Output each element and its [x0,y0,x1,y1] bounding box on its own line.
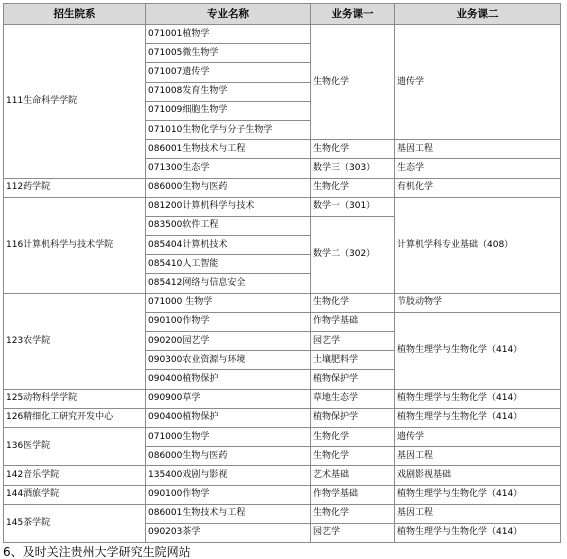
course-one-cell: 土壤肥料学 [311,351,395,370]
major-cell: 071007遗传学 [146,63,311,82]
major-cell: 090300农业资源与环境 [146,351,311,370]
major-cell: 090100作物学 [146,312,311,331]
major-cell: 083500软件工程 [146,216,311,235]
course-one-cell: 草地生态学 [311,389,395,408]
major-cell: 090900草学 [146,389,311,408]
course-two-cell: 植物生理学与生物化学（414） [395,523,561,542]
table-row [4,178,561,197]
table-row [4,25,561,44]
department-cell: 145茶学院 [4,504,146,542]
major-cell: 071000生物学 [146,427,311,446]
course-one-cell: 园艺学 [311,332,395,351]
course-two-cell: 生态学 [395,159,561,178]
course-one-cell: 作物学基础 [311,485,395,504]
course-one-cell: 园艺学 [311,523,395,542]
major-cell: 086000生物与医药 [146,447,311,466]
major-cell: 071001植物学 [146,25,311,44]
course-one-cell: 生物化学 [311,293,395,312]
course-one-cell: 数学一（301） [311,197,395,216]
table-header-row [4,4,561,25]
major-cell: 090203茶学 [146,523,311,542]
course-one-cell: 生物化学 [311,427,395,446]
department-cell: 116计算机科学与技术学院 [4,197,146,293]
footnote-text: 6、及时关注贵州大学研究生院网站 [3,545,191,559]
course-two-cell: 有机化学 [395,178,561,197]
course-two-cell: 遗传学 [395,25,561,140]
course-one-cell: 生物化学 [311,25,395,140]
major-cell: 085410人工智能 [146,255,311,274]
course-one-cell: 生物化学 [311,504,395,523]
major-cell: 085412网络与信息安全 [146,274,311,293]
department-cell: 144酒旅学院 [4,485,146,504]
table-row [4,427,561,446]
major-cell: 071000 生物学 [146,293,311,312]
major-cell: 071005微生物学 [146,44,311,63]
course-two-cell: 植物生理学与生物化学（414） [395,389,561,408]
course-two-cell: 节肢动物学 [395,293,561,312]
major-course-table [3,3,561,543]
table-row [4,466,561,485]
major-cell: 090200园艺学 [146,332,311,351]
course-one-cell: 生物化学 [311,140,395,159]
major-cell: 081200计算机科学与技术 [146,197,311,216]
major-cell: 085404计算机技术 [146,236,311,255]
course-two-cell: 戏剧影视基础 [395,466,561,485]
course-one-cell: 植物保护学 [311,370,395,389]
table-row [4,504,561,523]
major-cell: 071300生态学 [146,159,311,178]
department-cell: 126精细化工研究开发中心 [4,408,146,427]
major-cell: 090100作物学 [146,485,311,504]
course-one-cell: 植物保护学 [311,408,395,427]
major-cell: 071009细胞生物学 [146,101,311,120]
table-row [4,485,561,504]
header-major-name: 专业名称 [146,4,311,25]
header-course-two: 业务课二 [395,4,561,25]
major-cell: 086001生物技术与工程 [146,140,311,159]
course-one-cell: 数学三（303） [311,159,395,178]
course-one-cell: 作物学基础 [311,312,395,331]
course-one-cell: 数学二（302） [311,216,395,293]
department-cell: 136医学院 [4,427,146,465]
course-two-cell: 基因工程 [395,504,561,523]
header-course-one: 业务课一 [311,4,395,25]
department-cell: 111生命科学学院 [4,25,146,179]
table-row [4,389,561,408]
department-cell: 125动物科学学院 [4,389,146,408]
department-cell: 112药学院 [4,178,146,197]
course-one-cell: 生物化学 [311,447,395,466]
department-cell: 123农学院 [4,293,146,389]
course-two-cell: 植物生理学与生物化学（414） [395,408,561,427]
major-cell: 071008发育生物学 [146,82,311,101]
header-department: 招生院系 [4,4,146,25]
department-cell: 142音乐学院 [4,466,146,485]
course-two-cell: 植物生理学与生物化学（414） [395,312,561,389]
major-cell: 135400戏剧与影视 [146,466,311,485]
table-row [4,197,561,216]
major-cell: 090400植物保护 [146,408,311,427]
course-one-cell: 艺术基础 [311,466,395,485]
major-cell: 071010生物化学与分子生物学 [146,120,311,139]
major-cell: 086001生物技术与工程 [146,504,311,523]
course-two-cell: 植物生理学与生物化学（414） [395,485,561,504]
course-two-cell: 计算机学科专业基础（408） [395,197,561,293]
course-two-cell: 基因工程 [395,447,561,466]
major-cell: 086000生物与医药 [146,178,311,197]
course-one-cell: 生物化学 [311,178,395,197]
course-two-cell: 遗传学 [395,427,561,446]
table-row [4,408,561,427]
table-row [4,293,561,312]
course-two-cell: 基因工程 [395,140,561,159]
major-cell: 090400植物保护 [146,370,311,389]
